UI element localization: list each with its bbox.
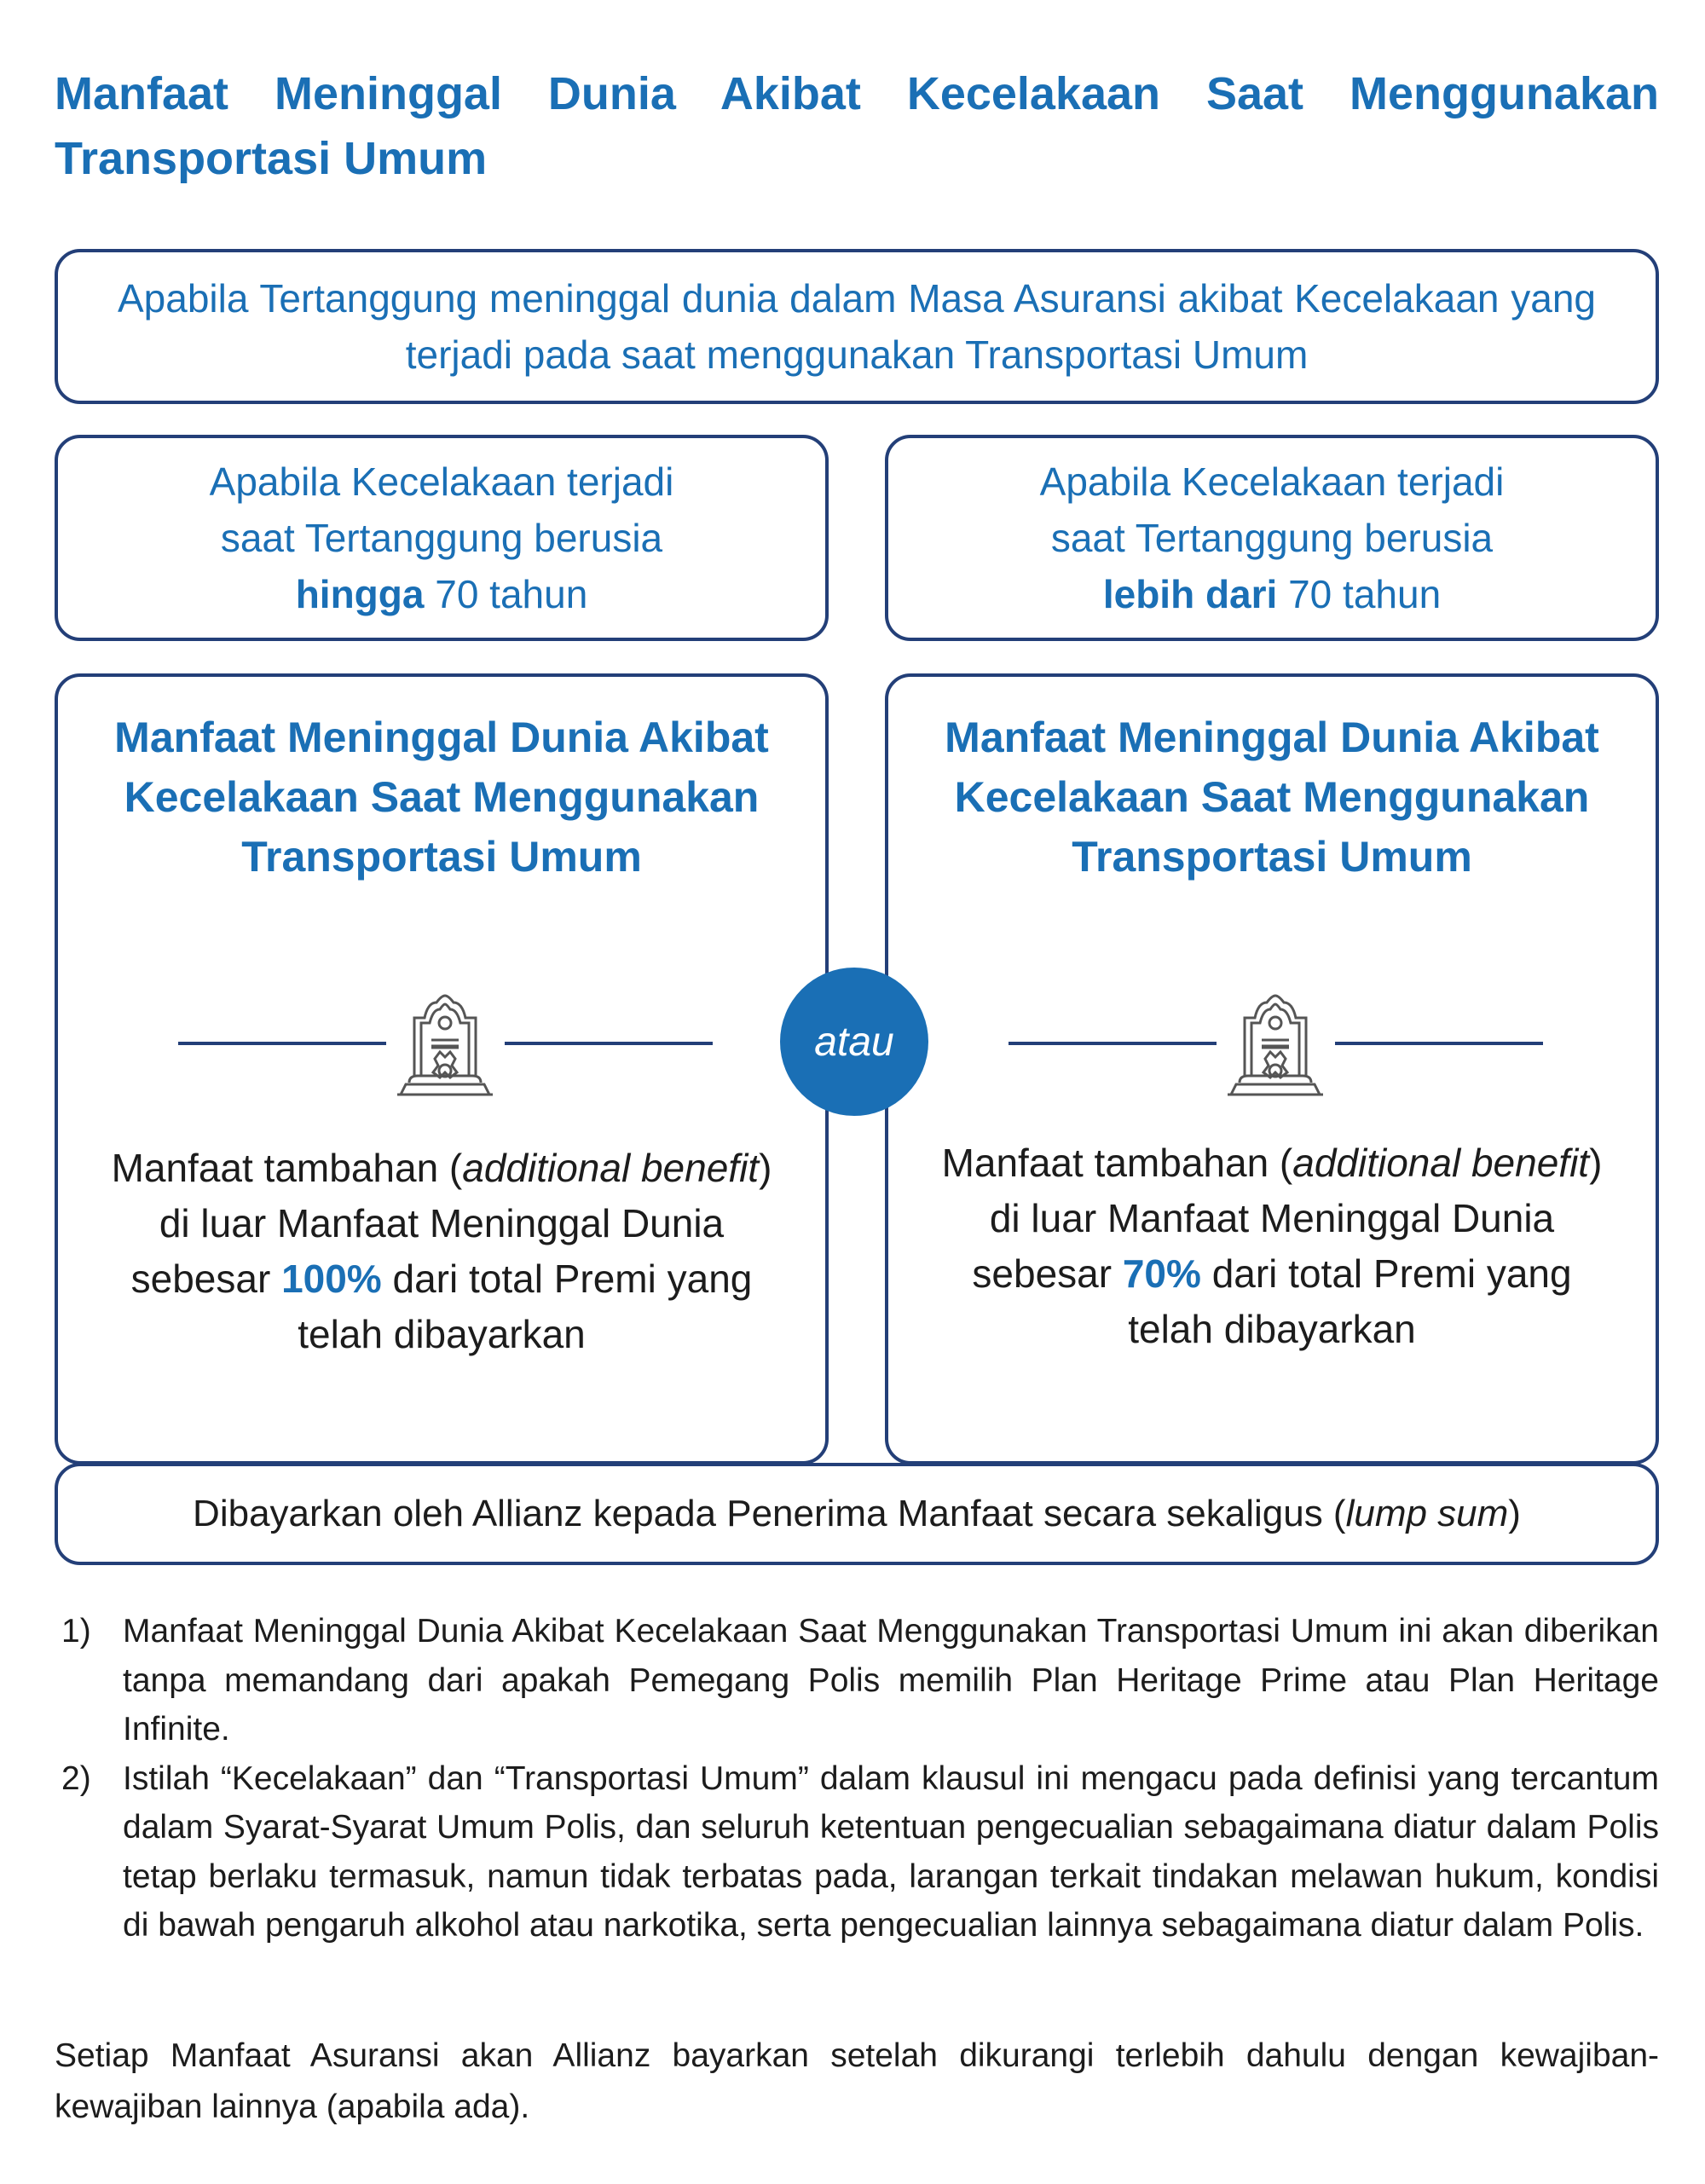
condition-line-2: saat Tertanggung berusia — [1050, 516, 1494, 560]
benefit-italic-term: additional benefit — [462, 1146, 760, 1190]
page-title: Manfaat Meninggal Dunia Akibat Kecelakaan Saat Menggunakan Transportasi Umum — [55, 68, 1659, 184]
benefit-description — [58, 1141, 825, 1362]
benefit-text: dari total Premi yang telah dibayarkan — [1128, 1251, 1572, 1351]
intro-box — [55, 249, 1659, 404]
benefit-text: dari total Premi yang telah dibayarkan — [298, 1257, 753, 1356]
or-separator-badge: atau — [780, 968, 928, 1116]
condition-age: 70 tahun — [1277, 572, 1442, 616]
condition-box-over-70 — [885, 435, 1659, 641]
divider-line-left — [1009, 1042, 1217, 1045]
benefit-percentage: 70% — [1122, 1251, 1201, 1296]
payout-italic-term: lump sum — [1345, 1493, 1509, 1534]
condition-age: 70 tahun — [424, 572, 588, 616]
benefit-text: ) di luar Manfaat Meninggal Dunia sebesar — [130, 1146, 772, 1301]
benefit-percentage: 100% — [281, 1257, 382, 1301]
payout-text-end: ) — [1508, 1493, 1521, 1534]
benefit-title: Manfaat Meninggal Dunia Akibat Kecelakaan Saat Menggunakan Transportasi Umum — [114, 714, 769, 881]
closing-statement: Setiap Manfaat Asuransi akan Allianz bayarkan setelah dikurangi terlebih dahulu dengan kewajiban-kewajiban lainnya (apabila ada). — [55, 2037, 1659, 2125]
benefit-text: Manfaat tambahan ( — [111, 1146, 463, 1190]
tombstone-icon — [1224, 994, 1326, 1096]
condition-line-3 — [210, 566, 674, 622]
footnote-text: Istilah “Kecelakaan” dan “Transportasi Umum” dalam klausul ini mengacu pada definisi yang tercantum dalam Syarat-Syarat Umum Polis, dan seluruh ketentuan pengecualian sebagaimana diatur dalam Polis tetap berlaku termasuk, namun tidak terbatas pada, larangan terkait tindakan melawan hukum, kondisi di bawah pengaruh alkohol atau narkotika, serta pengecualian lainnya sebagaimana diatur dalam Polis. — [123, 1759, 1659, 1944]
footnote-item — [55, 1607, 1659, 1754]
footnote-number: 2) — [61, 1759, 91, 1797]
divider-line-left — [178, 1042, 386, 1045]
payout-text — [193, 1493, 1521, 1535]
condition-box-up-to-70 — [55, 435, 829, 641]
footnote-item — [55, 1754, 1659, 1950]
benefit-text: Manfaat tambahan ( — [941, 1141, 1293, 1185]
benefit-text: ) di luar Manfaat Meninggal Dunia sebesar — [972, 1141, 1603, 1296]
payout-text-main: Dibayarkan oleh Allianz kepada Penerima Manfaat secara sekaligus ( — [193, 1493, 1346, 1534]
condition-emphasis: lebih dari — [1102, 572, 1278, 616]
divider-line-right — [505, 1042, 713, 1045]
footnotes-list — [55, 1607, 1659, 1950]
condition-line-2: saat Tertanggung berusia — [220, 516, 663, 560]
condition-line-1: Apabila Kecelakaan terjadi — [1039, 459, 1505, 504]
condition-emphasis: hingga — [295, 572, 425, 616]
payout-box — [55, 1463, 1659, 1565]
intro-text: Apabila Tertanggung meninggal dunia dalam Masa Asuransi akibat Kecelakaan yang terjadi pada saat menggunakan Transportasi Umum — [118, 276, 1596, 377]
condition-line-3 — [1040, 566, 1505, 622]
footnote-number: 1) — [61, 1613, 91, 1650]
benefit-italic-term: additional benefit — [1292, 1141, 1590, 1185]
divider-line-right — [1335, 1042, 1543, 1045]
condition-line-1: Apabila Kecelakaan terjadi — [209, 459, 674, 504]
benefit-box-100-percent — [55, 673, 829, 1465]
benefit-title: Manfaat Meninggal Dunia Akibat Kecelakaan Saat Menggunakan Transportasi Umum — [945, 714, 1599, 881]
benefit-description — [888, 1135, 1656, 1357]
benefit-box-70-percent — [885, 673, 1659, 1465]
tombstone-icon — [394, 994, 496, 1096]
footnote-text: Manfaat Meninggal Dunia Akibat Kecelakaan Saat Menggunakan Transportasi Umum ini akan diberikan tanpa memandang dari apakah Pemegang Polis memilih Plan Heritage Prime atau Plan Heritage Infinite. — [123, 1613, 1659, 1748]
